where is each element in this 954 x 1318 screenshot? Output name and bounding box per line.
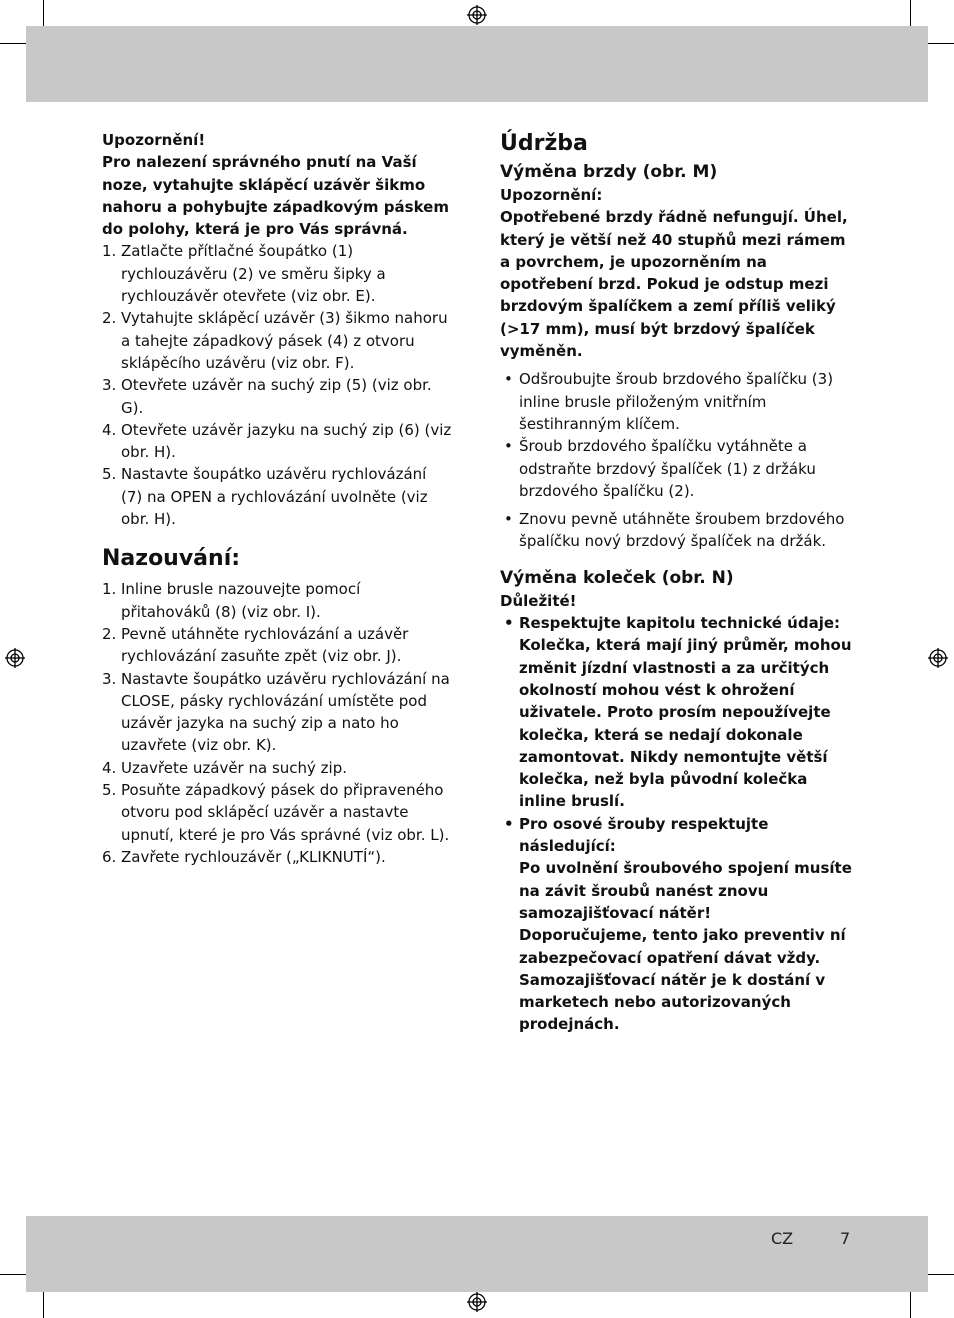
- list-item: [102, 240, 452, 307]
- step-text: Otevřete uzávěr jazyku na suchý zip (6) (viz obr. H).: [121, 420, 452, 462]
- section-heading-nazouvani: Nazouvání:: [102, 546, 241, 572]
- bullet-text: Šroub brzdového špalíčku vytáhněte a odstraňte brzdový špalíček (1) z držáku brzdového špalíčku (2).: [519, 437, 816, 500]
- list-item: [102, 779, 452, 846]
- section-heading-udrzba: Údržba: [500, 131, 588, 156]
- wheel-bullets: [500, 612, 855, 1036]
- warning-block: [102, 129, 452, 240]
- crop-mark: [910, 0, 911, 26]
- step-number: 4.: [102, 420, 117, 439]
- page-number: 7: [840, 1229, 851, 1248]
- crop-mark: [928, 43, 954, 44]
- list-item: [500, 612, 855, 813]
- registration-mark-icon: [928, 648, 948, 668]
- step-number: 3.: [102, 376, 117, 395]
- list-item: [102, 668, 452, 757]
- step-number: 2.: [102, 624, 117, 643]
- preparation-steps: [102, 240, 452, 530]
- crop-mark: [43, 1292, 44, 1318]
- bullet-icon: •: [504, 510, 513, 529]
- step-number: 2.: [102, 309, 117, 328]
- step-text: Nastavte šoupátko uzávěru rychlovázání na CLOSE, pásky rychlovázání umístěte pod uzávěr jazyka na suchý zip a nato ho uzavřete (viz obr. K).: [121, 669, 450, 755]
- list-item: [500, 508, 855, 553]
- crop-mark: [928, 1274, 954, 1275]
- list-item: [102, 463, 452, 530]
- step-number: 5.: [102, 781, 117, 800]
- warning-text: Pro nalezení správného pnutí na Vaší noze, vytahujte sklápěcí uzávěr šikmo nahoru a pohybujte západkovým páskem do polohy, která je pro Vás správná.: [102, 153, 449, 239]
- brake-warning-block: [500, 184, 855, 362]
- step-text: Otevřete uzávěr na suchý zip (5) (viz obr. G).: [121, 376, 432, 417]
- crop-mark: [0, 43, 26, 44]
- bullet-text: Znovu pevně utáhněte šroubem brzdového špalíčku nový brzdový špalíček na držák.: [519, 510, 845, 551]
- warning-title: Upozornění!: [102, 131, 206, 149]
- bullet-text: Odšroubujte šroub brzdového špalíčku (3) inline brusle přiloženým vnitřním šestihranným klíčem.: [519, 370, 834, 433]
- bullet-icon: •: [504, 370, 513, 389]
- footer-band: [26, 1216, 928, 1292]
- registration-mark-icon: [5, 648, 25, 668]
- step-number: 3.: [102, 669, 117, 688]
- crop-mark: [0, 1274, 26, 1275]
- list-item: [500, 368, 855, 435]
- step-text: Pevně utáhněte rychlovázání a uzávěr rychlovázání zasuňte zpět (viz obr. J).: [121, 624, 409, 666]
- registration-mark-icon: [467, 1292, 487, 1312]
- list-item: [102, 846, 452, 868]
- right-column: [500, 129, 855, 1036]
- step-number: 5.: [102, 465, 117, 484]
- bullet-icon: •: [504, 814, 514, 833]
- list-item: [102, 578, 452, 623]
- language-code: CZ: [771, 1229, 794, 1248]
- step-text: Zatlačte přítlačné šoupátko (1) rychlouzávěru (2) ve směru šipky a rychlouzávěr otevřete (viz obr. E).: [121, 242, 386, 306]
- warning-text: Opotřebené brzdy řádně nefungují. Úhel, který je větší než 40 stupňů mezi rámem a povrchem, je upozorněním na opotřebení brzd. Pokud je odstup mezi brzdovým špalíčkem a zemí příliš veliký (>17 mm), musí být brzdový špalíček vyměněn.: [500, 208, 848, 361]
- registration-mark-icon: [467, 5, 487, 25]
- step-text: Zavřete rychlouzávěr („KLIKNUTÍ“).: [121, 847, 386, 866]
- subheading-brake: Výměna brzdy (obr. M): [500, 162, 718, 182]
- list-item: [102, 757, 452, 779]
- putting-on-steps: [102, 578, 452, 868]
- bullet-text: Doporučujeme, tento jako preventiv ní zabezpečovací opatření dávat vždy. Samozajišťovací nátěr je k dostání v marketech nebo autorizovaných prodejnách.: [519, 926, 846, 1034]
- step-number: 1.: [102, 580, 117, 599]
- list-item: [500, 435, 855, 502]
- list-item: [102, 307, 452, 374]
- header-band: [26, 26, 928, 102]
- step-text: Nastavte šoupátko uzávěru rychlovázání (7) na OPEN a rychlovázání uvolněte (viz obr. H).: [121, 465, 428, 529]
- list-item: [102, 374, 452, 419]
- important-label: Důležité!: [500, 591, 577, 610]
- bullet-icon: •: [504, 437, 513, 456]
- crop-mark: [910, 1292, 911, 1318]
- list-item: [102, 623, 452, 668]
- list-item: [500, 813, 855, 1036]
- left-column: [102, 129, 452, 868]
- brake-bullets: [500, 368, 855, 552]
- list-item: [102, 419, 452, 464]
- bullet-icon: •: [504, 614, 514, 633]
- subheading-wheels: Výměna koleček (obr. N): [500, 567, 734, 588]
- crop-mark: [43, 0, 44, 26]
- bullet-title: Respektujte kapitolu technické údaje:: [519, 614, 841, 633]
- warning-title: Upozornění:: [500, 186, 603, 204]
- bullet-title: Pro osové šrouby respektujte následující:: [519, 814, 769, 856]
- bullet-text: Kolečka, která mají jiný průměr, mohou změnit jízdní vlastnosti a za určitých okolností mohou vést k ohrožení uživatele. Proto prosím nepoužívejte kolečka, která se nedají dokonale zamontovat. Nikdy nemontujte větší kolečka, než byla původní kolečka inline bruslí.: [519, 636, 852, 811]
- step-number: 6.: [102, 847, 117, 866]
- step-number: 1.: [102, 242, 117, 261]
- step-text: Inline brusle nazouvejte pomocí přitahováků (8) (viz obr. I).: [121, 580, 361, 621]
- step-text: Posuňte západkový pásek do připraveného otvoru pod sklápěcí uzávěr a nastavte upnutí, které je pro Vás správné (viz obr. L).: [121, 781, 450, 844]
- step-text: Vytahujte sklápěcí uzávěr (3) šikmo nahoru a tahejte západkový pásek (4) z otvoru sklápěcího uzávěru (viz obr. F).: [121, 309, 448, 372]
- step-number: 4.: [102, 758, 117, 777]
- bullet-text: Po uvolnění šroubového spojení musíte na závit šroubů nanést znovu samozajišťovací nátěr!: [519, 859, 852, 922]
- step-text: Uzavřete uzávěr na suchý zip.: [121, 758, 347, 777]
